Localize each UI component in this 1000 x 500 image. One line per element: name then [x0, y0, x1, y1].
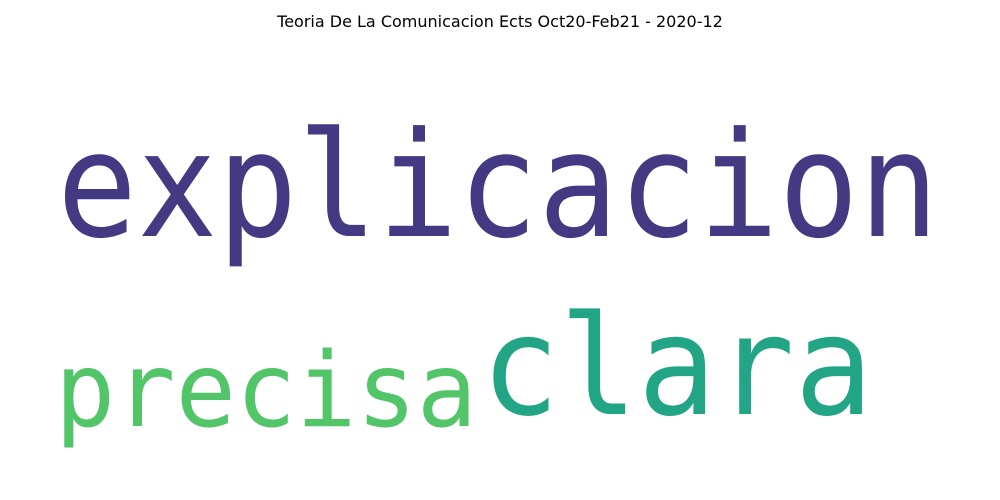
chart-title: Teoria De La Comunicacion Ects Oct20-Feb21 - 2020-12: [277, 12, 723, 31]
word-precisa: precisa: [55, 331, 477, 451]
word-explicacion: explicacion: [57, 101, 939, 271]
word-clara: clara: [481, 286, 873, 447]
